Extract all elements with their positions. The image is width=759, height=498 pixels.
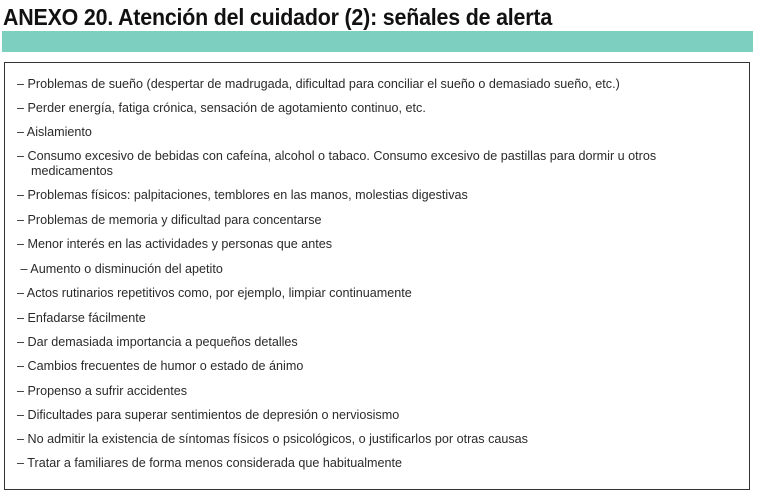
list-item-text: – Consumo excesivo de bebidas con cafeína, alcohol o tabaco. Consumo excesivo de pastillas para dormir u otros: [17, 149, 657, 163]
list-item: – Propenso a sufrir accidentes: [17, 383, 188, 398]
header-band: [2, 31, 753, 52]
list-item: – Dificultades para superar sentimientos de depresión o nerviosismo: [17, 407, 400, 422]
list-item: – Perder energía, fatiga crónica, sensación de agotamiento continuo, etc.: [17, 101, 426, 115]
alert-signs-list: [17, 77, 739, 471]
list-item: – Dar demasiada importancia a pequeños detalles: [17, 335, 298, 349]
list-item: – Tratar a familiares de forma menos considerada que habitualmente: [17, 456, 403, 470]
list-item: – No admitir la existencia de síntomas físicos o psicológicos, o justificarlos por otras causas: [17, 432, 528, 446]
list-item: – Problemas físicos: palpitaciones, temblores en las manos, molestias digestivas: [17, 188, 468, 202]
alert-signs-box: [4, 62, 750, 490]
list-item: – Menor interés en las actividades y personas que antes: [17, 237, 333, 251]
page-title: ANEXO 20. Atención del cuidador (2): señales de alerta: [3, 4, 553, 30]
list-item: – Aumento o disminución del apetito: [17, 261, 223, 276]
list-item: – Cambios frecuentes de humor o estado de ánimo: [17, 359, 304, 373]
list-item: – Problemas de memoria y dificultad para concentarse: [17, 212, 322, 227]
list-item: – Actos rutinarios repetitivos como, por ejemplo, limpiar continuamente: [17, 286, 412, 300]
list-item: – Enfadarse fácilmente: [17, 310, 146, 325]
list-item: – Aislamiento: [17, 125, 92, 139]
list-item: [17, 149, 739, 179]
list-item-continuation: medicamentos: [31, 164, 113, 178]
list-item: – Problemas de sueño (despertar de madrugada, dificultad para conciliar el sueño o demasiado sueño, etc.): [17, 77, 620, 91]
